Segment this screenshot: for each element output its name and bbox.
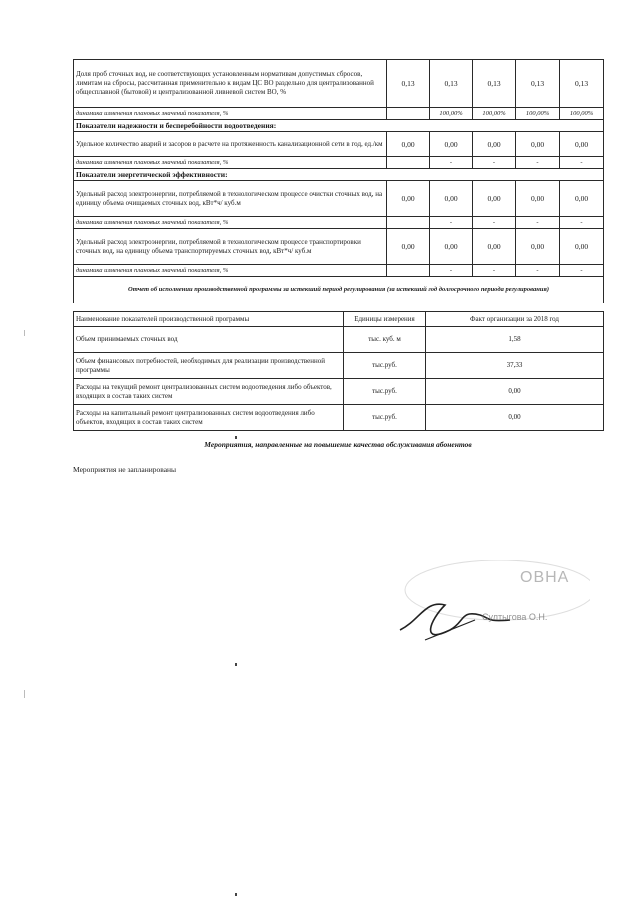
cell-value: -	[560, 265, 604, 277]
section-row	[74, 120, 604, 132]
table-header-row	[74, 312, 604, 327]
table-row	[74, 229, 604, 265]
scan-mark	[24, 690, 25, 698]
report-row-name: Расходы на капитальный ремонт централизованных систем водоотведения либо объектов, входящих в состав таких систем	[74, 405, 344, 431]
row-label: Доля проб сточных вод, не соответствующих установленным нормативам допустимых сбросов, лимитам на сбросы, рассчитанная применительно к видам ЦС ВО раздельно для централизованной общесплавной (бытовой) и централизованной ливневой систем ВО, %	[74, 60, 387, 108]
cell-value: 0,00	[430, 132, 473, 157]
table-row	[74, 132, 604, 157]
cell-value: 0,00	[516, 229, 560, 265]
cell-value: -	[430, 217, 473, 229]
table-row	[74, 379, 604, 405]
table-row	[74, 327, 604, 353]
cell-value: 0,00	[387, 181, 430, 217]
scan-dot	[235, 893, 237, 896]
report-row-value: 1,58	[426, 327, 604, 353]
signature-name: Султыгова О.Н.	[482, 612, 548, 622]
cell-value: -	[516, 157, 560, 169]
cell-value: -	[430, 265, 473, 277]
cell-value: 0,00	[473, 229, 516, 265]
report-row-name: Объем принимаемых сточных вод	[74, 327, 344, 353]
cell-value: 0,00	[473, 181, 516, 217]
row-label: Удельное количество аварий и засоров в расчете на протяженность канализационной сети в год, ед./км	[74, 132, 387, 157]
cell-value: 0,00	[430, 229, 473, 265]
row-label: динамика изменения плановых значений показателя, %	[74, 108, 387, 120]
cell-value: 0,00	[387, 132, 430, 157]
report-row-name: Расходы на текущий ремонт централизованных систем водоотведения либо объектов, входящих в состав таких систем	[74, 379, 344, 405]
cell-value: 0,00	[430, 181, 473, 217]
cell-value: -	[560, 217, 604, 229]
column-header-name: Наименование показателей производственной программы	[74, 312, 344, 327]
table-row	[74, 405, 604, 431]
cell-value: -	[560, 157, 604, 169]
cell-value: 0,13	[516, 60, 560, 108]
section-row	[74, 169, 604, 181]
cell-value: 100,00%	[473, 108, 516, 120]
cell-value: 0,13	[473, 60, 516, 108]
cell-value: -	[473, 157, 516, 169]
scan-dot	[235, 663, 237, 666]
row-label: динамика изменения плановых значений показателя, %	[74, 265, 387, 277]
cell-value	[387, 217, 430, 229]
cell-value: 0,13	[560, 60, 604, 108]
section-title: Показатели энергетической эффективности:	[74, 169, 604, 181]
cell-value: 0,00	[387, 229, 430, 265]
table-row	[74, 108, 604, 120]
report-row-name: Объем финансовых потребностей, необходимых для реализации производственной программы	[74, 353, 344, 379]
cell-value: 0,00	[560, 132, 604, 157]
table-row	[74, 265, 604, 277]
row-label: Удельный расход электроэнергии, потребляемой в технологическом процессе очистки сточных вод, на единицу объема очищаемых сточных вод, кВт*ч/ куб.м	[74, 181, 387, 217]
measures-heading: Мероприятия, направленные на повышение качества обслуживания абонентов	[204, 440, 472, 449]
cell-value: -	[473, 217, 516, 229]
stamp-text: ОВНА	[520, 569, 570, 586]
cell-value	[387, 108, 430, 120]
indicators-table	[73, 59, 604, 303]
table-row	[74, 181, 604, 217]
report-row-value: 0,00	[426, 379, 604, 405]
report-table	[73, 311, 604, 431]
report-title: Отчет об исполнении производственной программы за истекший период регулирования (за истекший год долгосрочного периода регулирования)	[74, 277, 604, 303]
report-title-row	[74, 277, 604, 303]
table-row	[74, 157, 604, 169]
cell-value: 100,00%	[516, 108, 560, 120]
cell-value: 0,00	[516, 181, 560, 217]
cell-value: -	[516, 217, 560, 229]
section-title: Показатели надежности и бесперебойности водоотведения:	[74, 120, 604, 132]
cell-value: 100,00%	[430, 108, 473, 120]
cell-value: 0,13	[430, 60, 473, 108]
cell-value: 0,00	[560, 229, 604, 265]
table-row	[74, 60, 604, 108]
row-label: Удельный расход электроэнергии, потребляемой в технологическом процессе транспортировки сточных вод, на единицу объема транспортируемых сточных вод, кВт*ч/ куб.м	[74, 229, 387, 265]
measures-text: Мероприятия не запланированы	[73, 465, 177, 474]
cell-value: -	[473, 265, 516, 277]
row-label: динамика изменения плановых значений показателя, %	[74, 217, 387, 229]
column-header-unit: Единицы измерения	[344, 312, 426, 327]
report-row-unit: тыс.руб.	[344, 353, 426, 379]
report-row-unit: тыс.руб.	[344, 405, 426, 431]
cell-value: 0,00	[473, 132, 516, 157]
cell-value	[387, 265, 430, 277]
cell-value: 0,13	[387, 60, 430, 108]
cell-value: -	[516, 265, 560, 277]
cell-value	[387, 157, 430, 169]
scan-dot	[235, 436, 237, 439]
scan-mark	[24, 330, 25, 336]
cell-value: -	[430, 157, 473, 169]
column-header-fact: Факт организации за 2018 год	[426, 312, 604, 327]
row-label: динамика изменения плановых значений показателя, %	[74, 157, 387, 169]
report-row-value: 0,00	[426, 405, 604, 431]
table-row	[74, 217, 604, 229]
cell-value: 0,00	[560, 181, 604, 217]
cell-value: 0,00	[516, 132, 560, 157]
report-row-value: 37,33	[426, 353, 604, 379]
report-row-unit: тыс.руб.	[344, 379, 426, 405]
table-row	[74, 353, 604, 379]
report-row-unit: тыс. куб. м	[344, 327, 426, 353]
cell-value: 100,00%	[560, 108, 604, 120]
